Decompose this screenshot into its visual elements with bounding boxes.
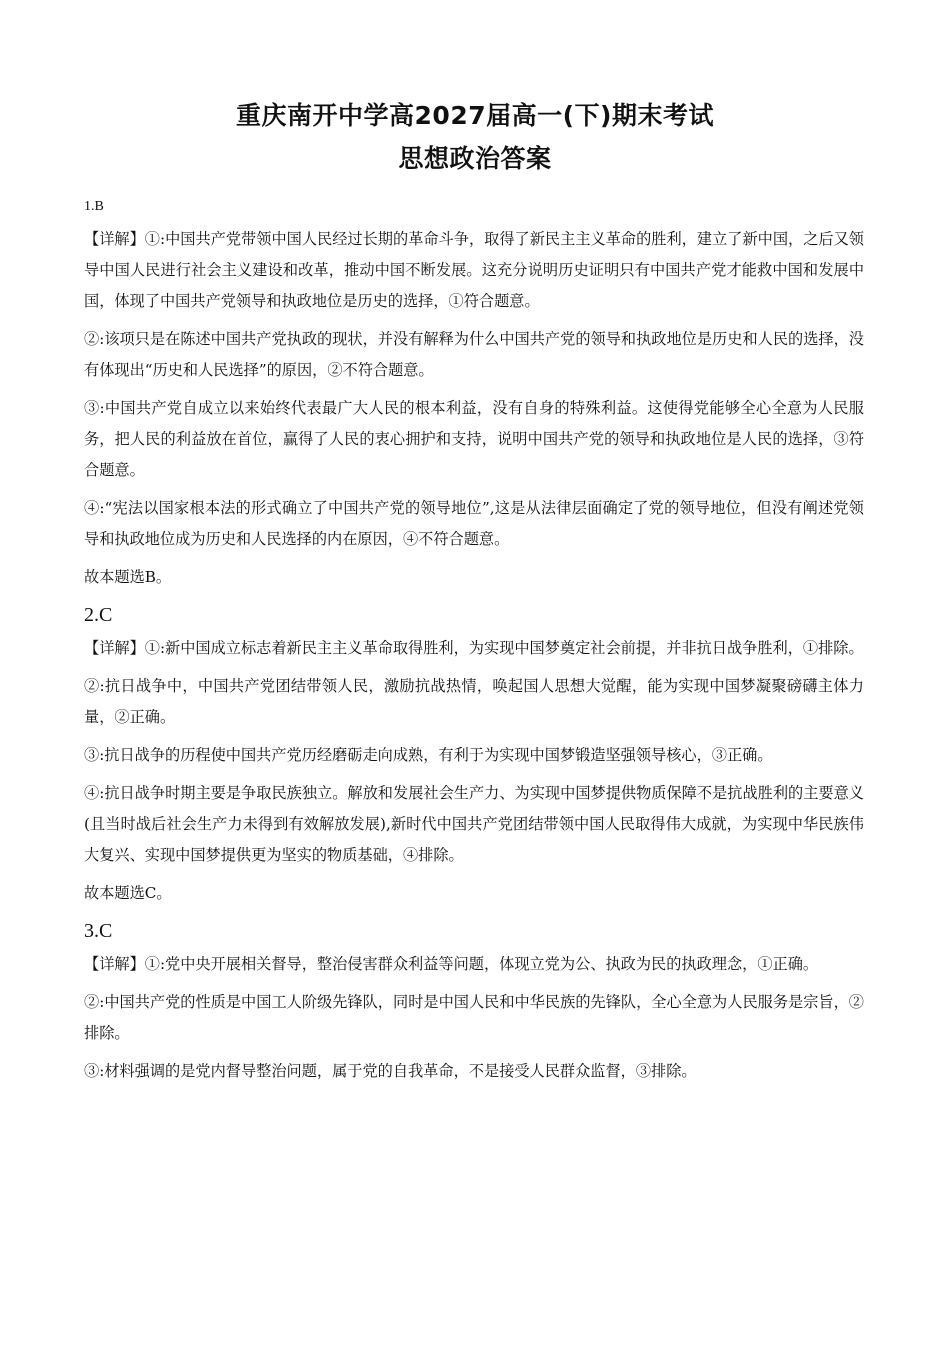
answer-content (84, 196, 864, 1094)
question-number: 3.C (84, 920, 113, 942)
explanation-paragraph: 【详解】①:中国共产党带领中国人民经过长期的革命斗争，取得了新民主主义革命的胜利，建立了新中国，之后又领导中国人民进行社会主义建设和改革，推动中国不断发展。这充分说明历史证明只有中国共产党才能救中国和发展中国，体现了中国共产党领导和执政地位是历史的选择，①符合题意。 (84, 230, 864, 310)
question-number: 1.B (84, 199, 104, 214)
answer-conclusion: 故本题选B。 (84, 568, 172, 586)
explanation-paragraph: ④:“宪法以国家根本法的形式确立了中国共产党的领导地位”,这是从法律层面确定了党的领导地位，但没有阐述党领导和执政地位成为历史和人民选择的内在原因，④不符合题意。 (84, 499, 864, 548)
document-title: 重庆南开中学高2027届高一(下)期末考试 (236, 101, 714, 130)
explanation-paragraph: 【详解】①:党中央开展相关督导，整治侵害群众利益等问题，体现立党为公、执政为民的执政理念，①正确。 (84, 955, 819, 973)
explanation-paragraph: ②:中国共产党的性质是中国工人阶级先锋队，同时是中国人民和中华民族的先锋队，全心全意为人民服务是宗旨，②排除。 (84, 993, 864, 1042)
document-subtitle: 思想政治答案 (398, 144, 552, 173)
explanation-paragraph: 【详解】①:新中国成立标志着新民主主义革命取得胜利，为实现中国梦奠定社会前提，并非抗日战争胜利，①排除。 (84, 639, 864, 657)
explanation-paragraph: ②:抗日战争中，中国共产党团结带领人民，激励抗战热情，唤起国人思想大觉醒，能为实现中国梦凝聚磅礴主体力量，②正确。 (84, 677, 864, 726)
question-number: 2.C (84, 604, 113, 626)
explanation-paragraph: ③:材料强调的是党内督导整治问题，属于党的自我革命，不是接受人民群众监督，③排除。 (84, 1062, 697, 1080)
answer-conclusion: 故本题选C。 (84, 884, 172, 902)
explanation-paragraph: ③:抗日战争的历程使中国共产党历经磨砺走向成熟，有利于为实现中国梦锻造坚强领导核心，③正确。 (84, 746, 773, 764)
explanation-paragraph: ④:抗日战争时期主要是争取民族独立。解放和发展社会生产力、为实现中国梦提供物质保障不是抗战胜利的主要意义(且当时战后社会生产力未得到有效解放发展),新时代中国共产党团结带领中国人民取得伟大成就，为实现中华民族伟大复兴、实现中国梦提供更为坚实的物质基础，④排除。 (84, 784, 864, 864)
explanation-paragraph: ③:中国共产党自成立以来始终代表最广大人民的根本利益，没有自身的特殊利益。这使得党能够全心全意为人民服务，把人民的利益放在首位，赢得了人民的衷心拥护和支持，说明中国共产党的领导和执政地位是人民的选择，③符合题意。 (84, 399, 864, 479)
explanation-paragraph: ②:该项只是在陈述中国共产党执政的现状，并没有解释为什么中国共产党的领导和执政地位是历史和人民的选择，没有体现出“历史和人民选择”的原因，②不符合题意。 (84, 330, 864, 379)
